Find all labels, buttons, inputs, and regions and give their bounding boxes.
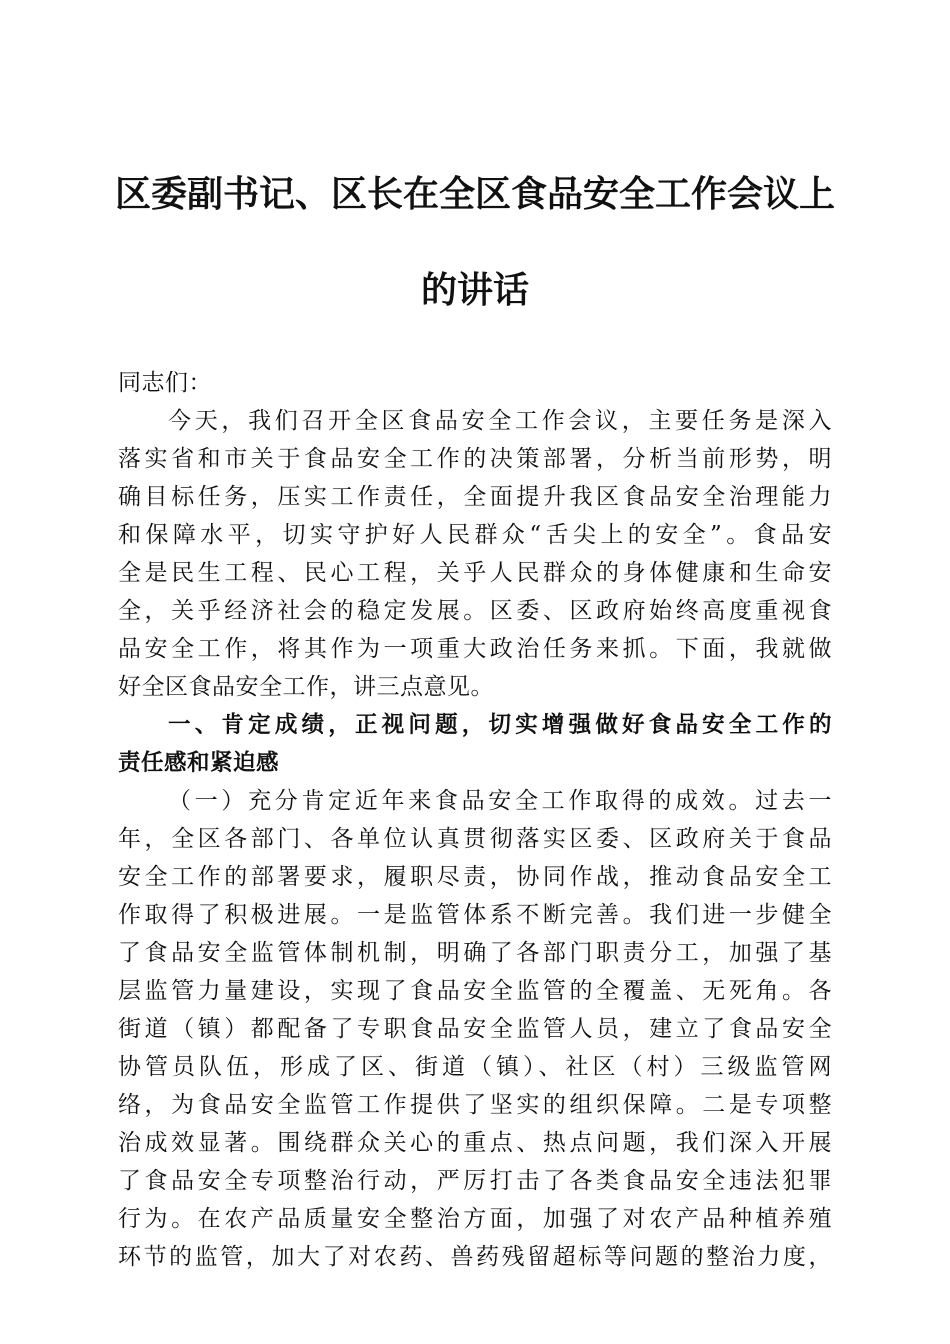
paragraph-line: 协管员队伍，形成了区、街道（镇）、社区（村）三级监管网 [118,1054,832,1080]
paragraph-line: 街道（镇）都配备了专职食品安全监管人员，建立了食品安全 [118,1016,832,1042]
paragraph-line: 安全工作的部署要求，履职尽责，协同作战，推动食品安全工 [118,864,832,890]
section-heading: 一、肯定成绩，正视问题，切实增强做好食品安全工作的 [168,712,832,738]
paragraph-line: 环节的监管，加大了对农药、兽药残留超标等问题的整治力度， [118,1244,832,1270]
salutation: 同志们： [118,370,212,396]
paragraph-line: 了食品安全专项整治行动，严厉打击了各类食品安全违法犯罪 [118,1168,832,1194]
paragraph-line: 落实省和市关于食品安全工作的决策部署，分析当前形势，明 [118,446,832,472]
section-heading: 责任感和紧迫感 [118,750,280,776]
paragraph-line: 作取得了积极进展。一是监管体系不断完善。我们进一步健全 [118,902,832,928]
paragraph-line: 治成效显著。围绕群众关心的重点、热点问题，我们深入开展 [118,1130,832,1156]
paragraph-line: 了食品安全监管体制机制，明确了各部门职责分工，加强了基 [118,940,832,966]
paragraph-line: 确目标任务，压实工作责任，全面提升我区食品安全治理能力 [118,484,832,510]
document-title-line-1: 区委副书记、区长在全区食品安全工作会议上 [114,173,835,215]
paragraph-line: 全是民生工程、民心工程，关乎人民群众的身体健康和生命安 [118,560,832,586]
paragraph-line: 品安全工作，将其作为一项重大政治任务来抓。下面，我就做 [118,636,832,662]
paragraph-line: 年，全区各部门、各单位认真贯彻落实区委、区政府关于食品 [118,826,832,852]
paragraph-line: 全，关乎经济社会的稳定发展。区委、区政府始终高度重视食 [118,598,832,624]
paragraph-line: 好全区食品安全工作，讲三点意见。 [118,674,494,700]
document-title-line-2: 的讲话 [420,269,529,311]
paragraph-line: （一）充分肯定近年来食品安全工作取得的成效。过去一 [168,788,832,814]
paragraph-line: 行为。在农产品质量安全整治方面，加强了对农产品种植养殖 [118,1206,832,1232]
paragraph-line: 络，为食品安全监管工作提供了坚实的组织保障。二是专项整 [118,1092,832,1118]
paragraph-line: 层监管力量建设，实现了食品安全监管的全覆盖、无死角。各 [118,978,832,1004]
paragraph-line: 今天，我们召开全区食品安全工作会议，主要任务是深入 [168,408,832,434]
paragraph-line: 和保障水平，切实守护好人民群众“舌尖上的安全”。食品安 [118,522,832,548]
